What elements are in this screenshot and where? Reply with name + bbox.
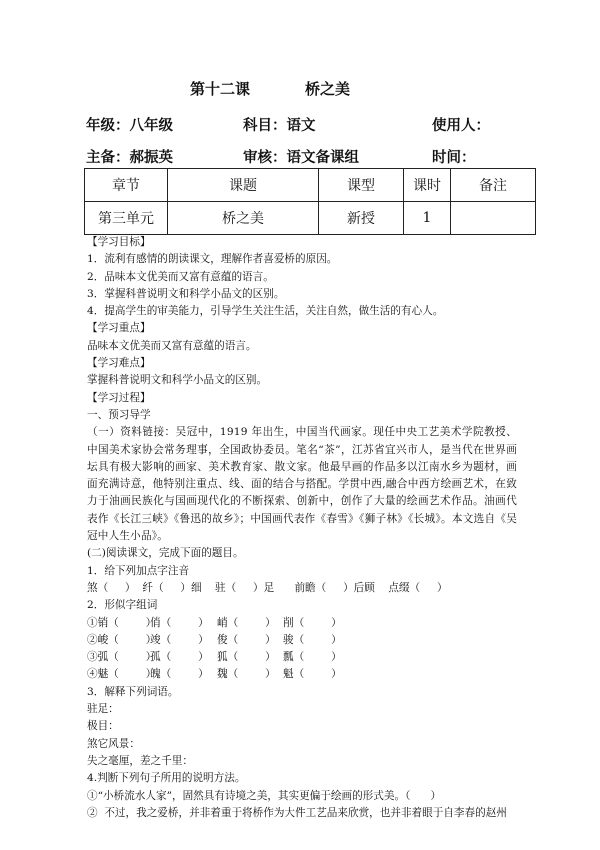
list-item — [87, 632, 517, 649]
author-bio-paragraph: （一）资料链接：吴冠中，1919 年出生，中国当代画家。现任中央工艺美术学院教授、中国美术家协会常务理事，全国政协委员。笔名“茶”，江苏省宜兴市人，是当代在世界画坛具有极大影响的画家、美术教育家、散文家。他最早画的作品多以江南水乡为题材，画面充满诗意，他特别注重点、线、面的结合与搭配。学贯中西,融合中西方绘画艺术，在致力于油画民族化与国画现代化的不断探索、创新中，创作了大量的绘画艺术作品。油画代表作《长江三峡》《鲁迅的故乡》；中国画代表作《春雪》《狮子林》《长城》。本文选自《吴冠中人生小品》。 — [87, 426, 517, 543]
term-item: 失之毫厘，差之千里： — [87, 754, 193, 767]
word-blank: 孤（ ） — [150, 651, 209, 664]
sentence-item: ①“小桥流水人家”，固然具有诗境之美，其实更偏于绘画的形式美。（ ） — [87, 789, 442, 802]
table-cell: 桥之美 — [168, 202, 319, 235]
grade-label: 年级：八年级 — [86, 117, 173, 134]
term-item: 煞它风景： — [87, 737, 140, 750]
term-item: 驻足： — [87, 703, 119, 716]
word-blank: 竣（ ） — [150, 633, 209, 646]
difficult-text: 掌握科普说明文和科学小品文的区别。 — [87, 374, 268, 387]
table-header-cell: 课题 — [168, 169, 319, 202]
lesson-content — [87, 234, 517, 822]
table-cell: 第三单元 — [85, 202, 168, 235]
lesson-title: 桥之美 — [305, 80, 351, 98]
word-blank: ③弧（ ） — [87, 651, 157, 664]
table-header-cell: 课型 — [319, 169, 404, 202]
section-preview: 一、预习导学 — [87, 408, 151, 421]
section-reading: (二)阅读课文，完成下面的题目。 — [87, 547, 244, 560]
question-2: 2．形似字组词 — [87, 599, 158, 612]
question-1-items: 煞（ ） 纤（ ）细 驻（ ）足 前瞻（ ）后顾 点缀（ ） — [87, 581, 448, 594]
goals-heading: 【学习目标】 — [87, 236, 151, 248]
goal-item: 2．品味本文优美而又富有意蕴的语言。 — [87, 270, 274, 283]
table-header-cell: 备注 — [451, 169, 536, 202]
word-blank: 峭（ ） — [217, 616, 276, 629]
question-4: 4.判断下列句子所用的说明方法。 — [87, 772, 246, 785]
table-cell — [451, 202, 536, 235]
word-blank: 俊（ ） — [217, 633, 276, 646]
table-header-cell: 章节 — [85, 169, 168, 202]
key-heading: 【学习重点】 — [87, 322, 151, 335]
sentence-item: ② 不过，我之爱桥，并非着重于将桥作为大件工艺品来欣赏，也并非着眼于自李春的赵州 — [87, 806, 507, 819]
author-label: 主备：郝振英 — [86, 149, 173, 166]
word-blank: 骏（ ） — [283, 633, 342, 646]
word-blank: 魁（ ） — [283, 668, 342, 681]
word-blank: 削（ ） — [283, 616, 342, 629]
key-text: 品味本文优美而又富有意蕴的语言。 — [87, 339, 257, 352]
reviewer-label: 审核：语文备课组 — [243, 149, 359, 166]
list-item — [87, 649, 517, 666]
lesson-number: 第十二课 — [190, 80, 251, 98]
goal-item: 1．流利有感情的朗读课文，理解作者喜爱桥的原因。 — [87, 253, 338, 266]
table-header-cell: 课时 — [404, 169, 451, 202]
word-blank: ②峻（ ） — [87, 633, 157, 646]
table-cell: 1 — [404, 202, 451, 235]
word-blank: 狐（ ） — [217, 651, 276, 664]
question-3: 3．解释下列词语。 — [87, 685, 179, 698]
table-row — [85, 202, 536, 235]
list-item — [87, 615, 517, 632]
question-1: 1．给下列加点字注音 — [87, 564, 190, 577]
lesson-info-table — [84, 168, 536, 235]
subject-label: 科目：语文 — [243, 117, 316, 134]
time-label: 时间： — [432, 149, 476, 166]
term-item: 极目： — [87, 720, 119, 733]
list-item — [87, 666, 517, 683]
word-blank: 俏（ ） — [150, 616, 209, 629]
table-cell: 新授 — [319, 202, 404, 235]
difficult-heading: 【学习难点】 — [87, 357, 151, 370]
goal-item: 3．掌握科普说明文和科学小品文的区别。 — [87, 287, 285, 300]
word-blank: ①销（ ） — [87, 616, 157, 629]
goal-item: 4．提高学生的审美能力，引导学生关注生活，关注自然，做生活的有心人。 — [87, 305, 444, 318]
user-label: 使用人： — [432, 117, 490, 134]
process-heading: 【学习过程】 — [87, 391, 151, 404]
word-blank: ④魅（ ） — [87, 668, 157, 681]
table-header-row — [85, 169, 536, 202]
word-blank: 魏（ ） — [217, 668, 276, 681]
word-blank: 魄（ ） — [150, 668, 209, 681]
word-blank: 瓢（ ） — [283, 651, 342, 664]
